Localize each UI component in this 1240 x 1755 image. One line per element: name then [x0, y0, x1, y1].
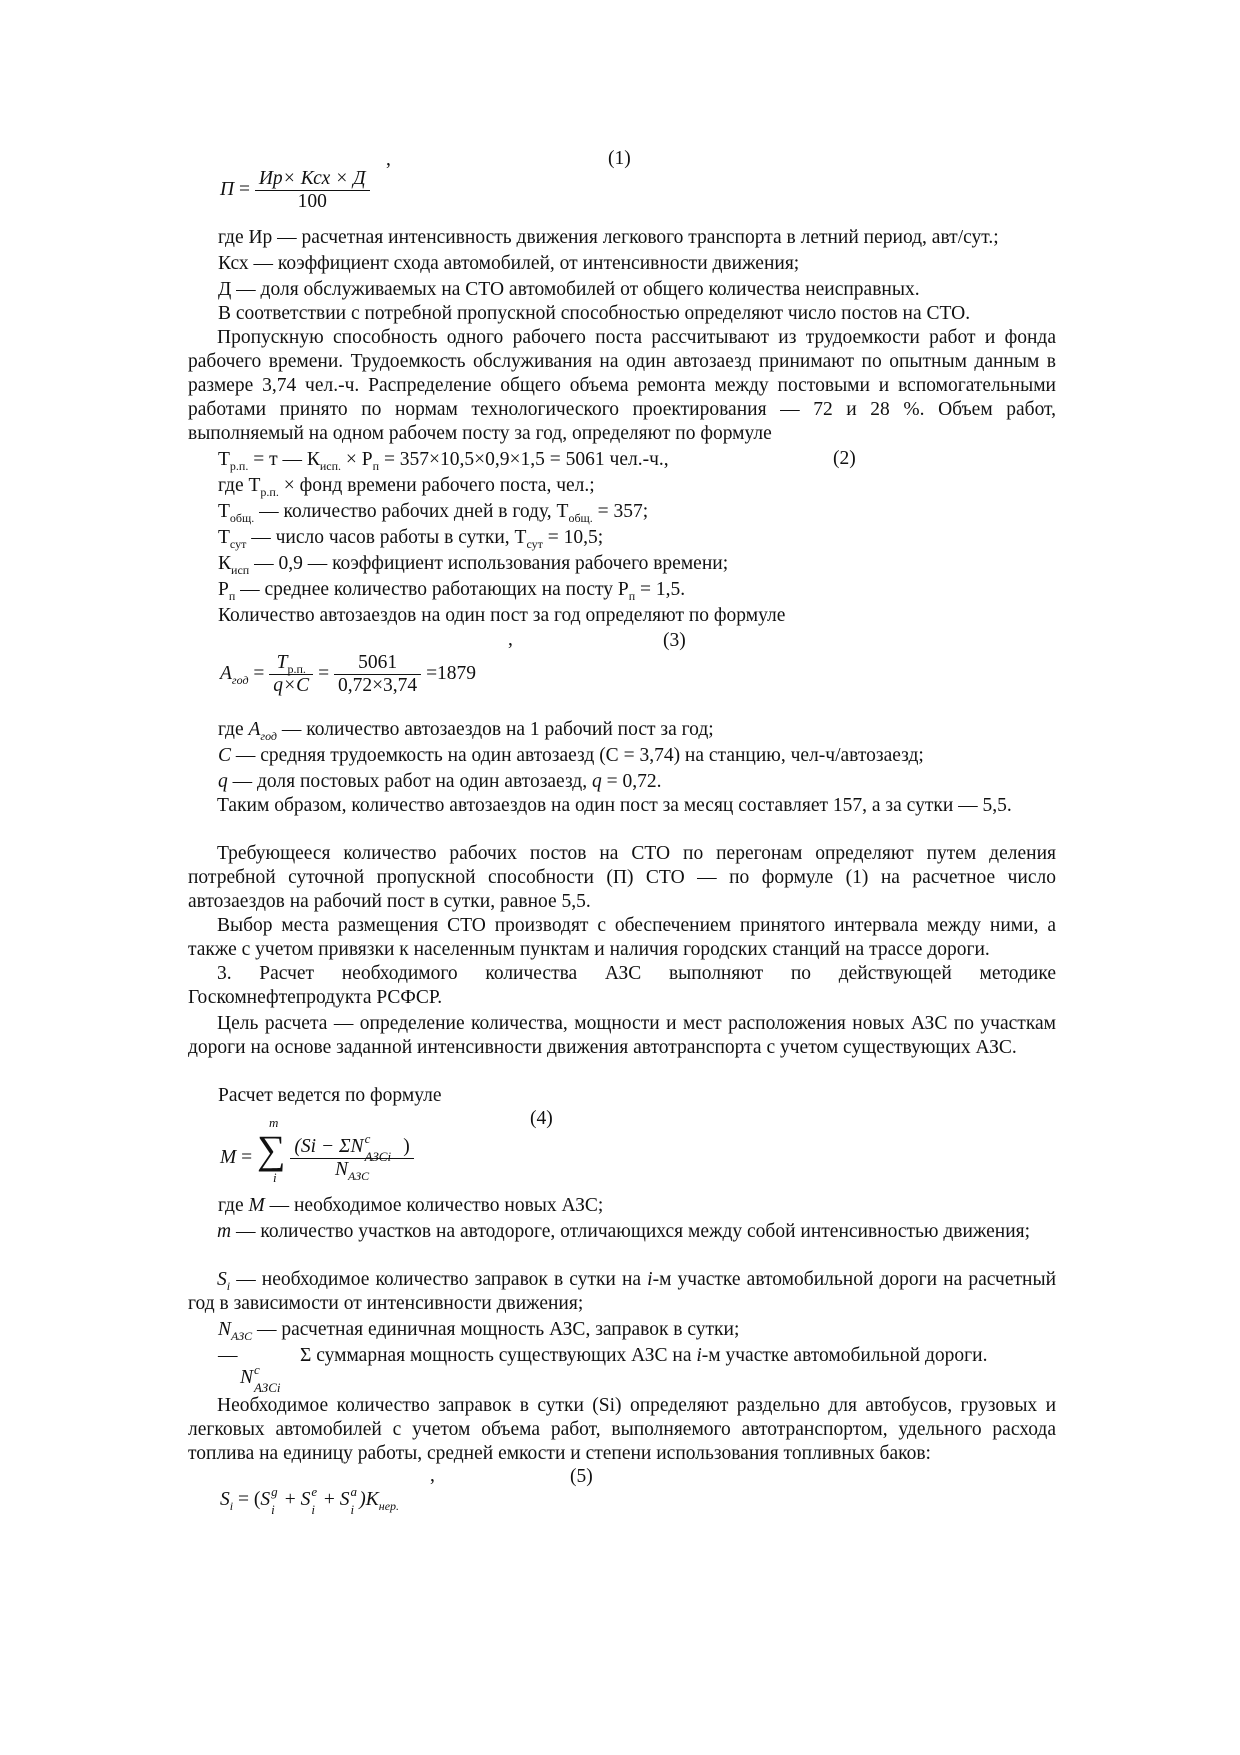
sigma-symbol: ∑ m i: [257, 1115, 286, 1185]
paragraph-fuel: 3. Расчет необходимого количества АЗС выполняют по действующей методике Госкомнефтепродукта РСФСР.: [188, 963, 1056, 1008]
definition-pp: $Р_п$ — среднее количество работающих на посту $Р_п = 1,5$.: [218, 579, 686, 603]
definition-d: Д — доля обслуживаемых на СТО автомобилей от общего количества неисправных.: [218, 279, 920, 300]
definition-m-upper: где M — необходимое количество новых АЗС;: [218, 1195, 604, 1216]
definition-kisp: $К_{исп}$ — 0,9 — коэффициент использования рабочего времени;: [218, 553, 729, 577]
formula5: $S_i = (S$ g i + S e i + S a i )$K_{нер.}$: [220, 1484, 400, 1517]
formula3-comma: ,: [508, 629, 513, 650]
definition-agod: где $A_{год}$ — количество автозаездов на 1 рабочий пост за год;: [218, 719, 714, 743]
definition-tobsh: $Т_{общ.}$ — количество рабочих дней в году, $Т_{общ.} = 357$;: [218, 501, 649, 525]
definition-sum-dash: —: [218, 1345, 238, 1366]
definition-m-lower: m — количество участков на автодороге, отличающихся между собой интенсивностью движения;: [217, 1221, 1031, 1242]
definition-ksx: Ксх — коэффициент схода автомобилей, от интенсивности движения;: [218, 253, 800, 274]
definition-sum: Σ суммарная мощность существующих АЗС на i-м участке автомобильной дороги.: [300, 1345, 988, 1366]
paragraph-visits: Количество автозаездов на один пост за год определяют по формуле: [218, 605, 786, 626]
definition-tsut: $Т_{сут}$ — число часов работы в сутки, $Т_{сут} = 10,5$;: [218, 527, 604, 551]
formula2: $Т_{р.п.} = т$ — $К_{исп.} \times Р_п = 357\times 10,5\times 0,9\times 1,5 = 5061$ чел.-ч.,: [218, 449, 669, 473]
definition-ir: где Ир — расчетная интенсивность движения легкового транспорта в летний период, авт/сут.;: [218, 227, 999, 248]
formula3-number: (3): [663, 630, 686, 651]
definition-nazs: $N_{АЗС}$ — расчетная единичная мощность АЗС, заправок в сутки;: [218, 1319, 740, 1343]
definition-c: C — средняя трудоемкость на один автозаезд (С = 3,74) на станцию, чел-ч/автозаезд;: [218, 745, 924, 766]
formula1-lhs: П: [220, 178, 235, 200]
formula1-fraction: [255, 168, 370, 213]
formula4: M = ∑ m i (Si − ΣN c АЗСi ) $N_{АЗС}$: [220, 1130, 414, 1181]
paragraph-month: Таким образом, количество автозаездов на один пост за месяц составляет 157, а за сутки — 5,5.: [217, 795, 1012, 816]
definition-sum-symbol: N c АЗСi: [240, 1362, 281, 1395]
formula4-number: (4): [530, 1108, 553, 1129]
formula1-number: (1): [608, 148, 631, 169]
paragraph-si: Необходимое количество заправок в сутки (Si) определяют раздельно для автобусов, грузовых и легковых автомобилей с учетом объема работ, выполняемого автотранспортом, удельного расхода топлива на единицу работы, средней емкости и степени использования топливных баков:: [188, 1395, 1056, 1464]
paragraph-formula: Расчет ведется по формуле: [218, 1085, 442, 1106]
definition-q: q — доля постовых работ на один автозаезд, q = 0,72.: [218, 771, 662, 792]
formula3: $A_{год}$ = $\frac{T_{р.п.}}{q\times C}$ = $\frac{5061}{0,72\times 3,74}$ =1879: [220, 652, 477, 696]
paragraph-required: Требующееся количество рабочих постов на СТО по перегонам определяют путем деления потребной суточной пропускной способности (П) СТО — по формуле (1) на расчетное число автозаездов на рабочий пост в сутки, равное 5,5.: [188, 843, 1056, 912]
formula1: П = $\frac{\text{Ир× Ксх × Д}}{100}$: [220, 168, 370, 213]
definition-si: $S_i$ — необходимое количество заправок в сутки на i-м участке автомобильной дороги на расчетный год в зависимости от интенсивности движения;: [188, 1269, 1056, 1314]
formula1-denominator: 100: [297, 191, 327, 212]
definition-trp: где $Т_{р.п.}$ × фонд времени рабочего поста, чел.;: [218, 475, 595, 499]
paragraph-location: Выбор места размещения СТО производят с обеспечением принятого интервала между ними, а также с учетом привязки к населенным пунктам и наличия городских станций на трассе дороги.: [188, 915, 1056, 960]
formula1-numerator: Ир× Ксх × Д: [255, 168, 370, 191]
formula5-number: (5): [570, 1466, 593, 1487]
paragraph-goal: Цель расчета — определение количества, мощности и мест расположения новых АЗС по участкам дороги на основе заданной интенсивности движения автотранспорта с учетом существующих АЗС.: [188, 1013, 1056, 1058]
paragraph-posts: В соответствии с потребной пропускной способностью определяют число постов на СТО.: [218, 303, 971, 324]
formula5-comma: ,: [430, 1465, 435, 1486]
formula1-comma: ,: [386, 149, 391, 170]
paragraph-capacity: Пропускную способность одного рабочего поста рассчитывают из трудоемкости работ и фонда рабочего времени. Трудоемкость обслуживания на один автозаезд принимают по опытным данным в размере 3,74 чел.-ч. Распределение общего объема ремонта между постовыми и вспомогательными работами принято по нормам технологического проектирования — 72 и 28 %. Объем работ, выполняемый на одном рабочем посту за год, определяют по формуле: [188, 327, 1056, 444]
formula2-number: (2): [833, 448, 856, 469]
